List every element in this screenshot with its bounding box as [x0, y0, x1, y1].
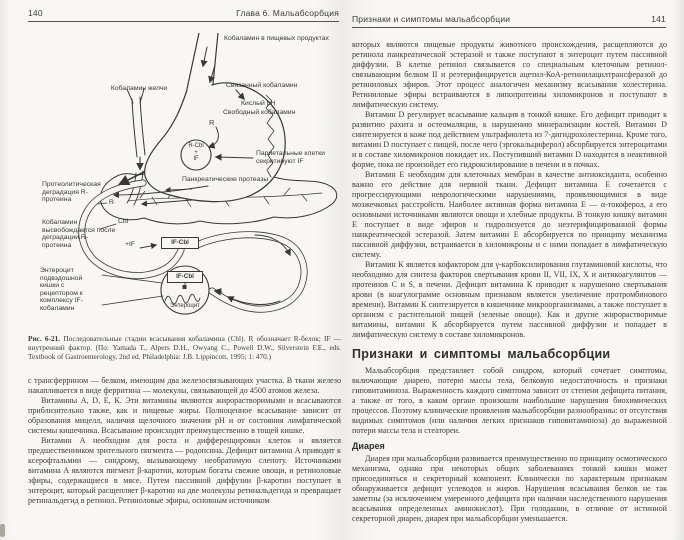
label-cbl: Cbl	[118, 218, 129, 225]
running-header-left	[28, 8, 339, 22]
paragraph-vitamin-e: Витамин E необходим для клеточных мембран в качестве антиоксиданта, особенно важно его действие для нервной ткани. Дефицит витамина E сочетается с прогрессирующими неврологическими нарушениями, проявляющимися в виде мозжечковых расстройств. Наиболее активная форма витамина E — α-токоферол, а его основными источниками являются овощи и хлебные продукты. В тонкую кишку витамин E поступает в виде эфиров и гидролизуется до неэтерифицированной формы панкреатической эстеразой. Затем витамин E абсорбируется по принципу механизма пассивной диффузии, встраивается в хиломикроны и с ними попадает в лимфатическую систему.	[352, 170, 667, 259]
label-rcbl-circle	[178, 143, 214, 163]
chapter-title: Глава 6. Мальабсорбция	[236, 8, 339, 18]
if-cbl-box-in-cell: IF-Cbl	[167, 271, 203, 283]
label-food-cobalamin: Кобаламин в пищевых продуктах	[224, 35, 329, 42]
section-running-title: Признаки и симптомы мальабсорбции	[352, 14, 511, 24]
label-plus-if: +IF	[125, 241, 136, 248]
body-text-left	[28, 376, 341, 506]
paragraph-vitamins-adek: Витамины A, D, E, К. Эти витамины являются жирорастворимыми и всасываются приблизительно также, как и пищевые жиры. Полноценное всасывание зависит от образования мицелл, наличия щелочного значения pH и от состояния лимфатической системы кишечника. Всасывание происходит преимущественно в тощей кишке.	[28, 396, 341, 435]
label-enterocyte-receptor: Энтероцит подвздошной кишки с рецептором к комплексу IF-кобаламин	[40, 267, 83, 312]
page-number-right: 141	[651, 14, 666, 24]
label-bound-cobalamin: Связанный кобаламин	[226, 82, 298, 89]
rcbl-line3: IF	[193, 156, 199, 163]
label-free-cobalamin: Свободный кобаламин	[223, 109, 296, 116]
figure-caption	[28, 334, 341, 361]
label-enterocyte: Энтероцит	[170, 303, 200, 309]
paragraph-vitamin-a: Витамин A необходим для роста и дифференцировки клеток и является предшественником зрительного пигмента — родопсина. Дефицит витамина A приводит к ксерофтальмии — синдрому, вызывающему необратимую слепоту. Источниками витамина A являются пигмент β-каротин, которым богаты свежие овощи, и ретиноловые эфиры, содержащиеся в мясе. Путем пассивной диффузии β-каротин поступает в энтероцит, который расщепляет β-каротин на две молекулы ретинальдегида и превращает ретинальдегид в ретинол. Ретиноловые эфиры, основным источником	[28, 436, 341, 505]
label-r-dot: R·	[109, 199, 117, 206]
section-heading: Признаки и симптомы мальабсорбции	[352, 347, 611, 361]
figure-caption-number: Рис. 6-21.	[28, 334, 61, 343]
body-text-right	[352, 40, 667, 524]
label-proteolytic-degradation: Протеолитическая деградация R-протеина	[42, 181, 101, 204]
page-right	[342, 0, 684, 540]
figure-cobalamin-absorption	[40, 33, 342, 333]
paragraph-vitamin-d: Витамин D регулирует всасывание кальция в тонкой кишке. Его дефицит приводит к развитию рахита и остеомаляции, к нарушению минерализации костей. Витамин D синтезируется в коже под действием ультрафиолета из 7-дигидрохолестерина. Кроме того, витамин D поступает с пищей, после чего (эргокальциферол) абсорбируется энтероцитами и в составе хиломикронов покидает их. Поступивший витамин D находится в неактивной форме, пока не произойдет его гидроксилирование в печени и в почках.	[352, 110, 667, 169]
label-cobalamin-released: Кобаламин высвобождается после деградации R-протеина	[42, 219, 116, 249]
page-number-left: 140	[28, 8, 43, 18]
paragraph-diarrhea: Диарея при мальабсорбции развивается преимущественно по принципу осмотического механизма, однако при некоторых общих заболеваниях тонкой кишки может присоединяться и секреторный компонент. Клинически по характерным признакам обнаруживается дефицит углеводов и жиров. Нарушения всасывания белков не так заметны (за исключением умеренного дефицита при наличии наследственного нарушения всасывания определенных аминокислот). При голодании, в отличие от истинной секреторной диареи, диарея при мальабсорбции уменьшается.	[352, 454, 667, 523]
paragraph-retinol: которых являются пищевые продукты животного происхождения, расщепляются до ретинола панкреатической эстеразой и также поступают в энтероцит путем пассивной диффузии. В клетке ретинол связывается со специальным клеточным ретинол-связывающим белком II и реэтерифицируется ацетил-КоА-ретинилацилтрансферазой до ретиниловых эфиров. Этот процесс аналогичен механизму всасывания холестерина. Ретиниловые эфиры встраиваются в липопротеины хиломикронов и поступают в лимфатическую систему.	[352, 40, 667, 109]
label-acid-ph: Кислый pH	[241, 100, 276, 107]
paragraph-vitamin-k: Витамин К является кофактором для γ-карбоксилирования глутаминовой кислоты, что необходимо для синтеза факторов свертывания крови II, VII, IX, X и антикоагулянтов — протеинов C и S, в печени. Дефицит витамина К приводит к нарушению свертывания крови (в коагулограмме основным признаком является увеличение протромбинового времени). Витамин К синтезируется в кишечнике микроорганизмами, а также поступает в организм с растительной пищей (зеленые овощи). Как и другие жирорастворимые витамины, витамин К абсорбируется путем пассивной диффузии и попадает в лимфатическую систему в составе хиломикронов.	[352, 260, 667, 339]
rcbl-line2: +	[194, 149, 198, 156]
paragraph-malabsorption-syndrome: Мальабсорбция представляет собой синдром, который сочетает симптомы, включающие диарею, потерю массы тела, белковую недостаточность и признаки гиповитаминоза. Выраженность каждого симптома зависит от степени дефицита питания, а также от того, в каком органе произошли наибольшие нарушения биохимических процессов. Поэтому клинические проявления мальабсорбции разнообразны: от отсутствия видимых симптомов (или наличия легких признаков гиповитаминоза) до выраженной потери массы тела и стеатореи.	[352, 366, 667, 435]
label-r-protein: R	[209, 118, 215, 127]
label-bile-cobalamin: Кобаламин желчи	[110, 85, 168, 92]
scan-smudge	[0, 524, 5, 537]
rcbl-line1: R-Cbl	[188, 143, 204, 149]
subsection-heading-diarrhea: Диарея	[352, 441, 385, 451]
figure-caption-text: Последовательные стадии всасывания кобаламина (Cbl). R обозначает R-белок; IF — внутренний фактор. (По: Yamada T., Alpers D.H., Owyang C., Powell D.W., Silverstein F.E., eds. Textbook of Gastroenterology, 2nd ed. Philadelphia: J.B. Lippincott, 1995; 1: 470.)	[28, 334, 342, 361]
running-header-right	[352, 14, 666, 28]
label-parietal-cells: Париетальные клетки секретируют IF	[256, 150, 325, 165]
paragraph-transferrin: с трансферрином — белком, имеющим два железосвязывающих участка. В ткани железо накапливается в виде ферритина — молекулы, связывающей до 4500 атомов железа.	[28, 376, 341, 395]
label-pancreatic-proteases: Панкреатические протеазы	[182, 176, 269, 183]
if-cbl-box: IF-Cbl	[161, 237, 199, 249]
